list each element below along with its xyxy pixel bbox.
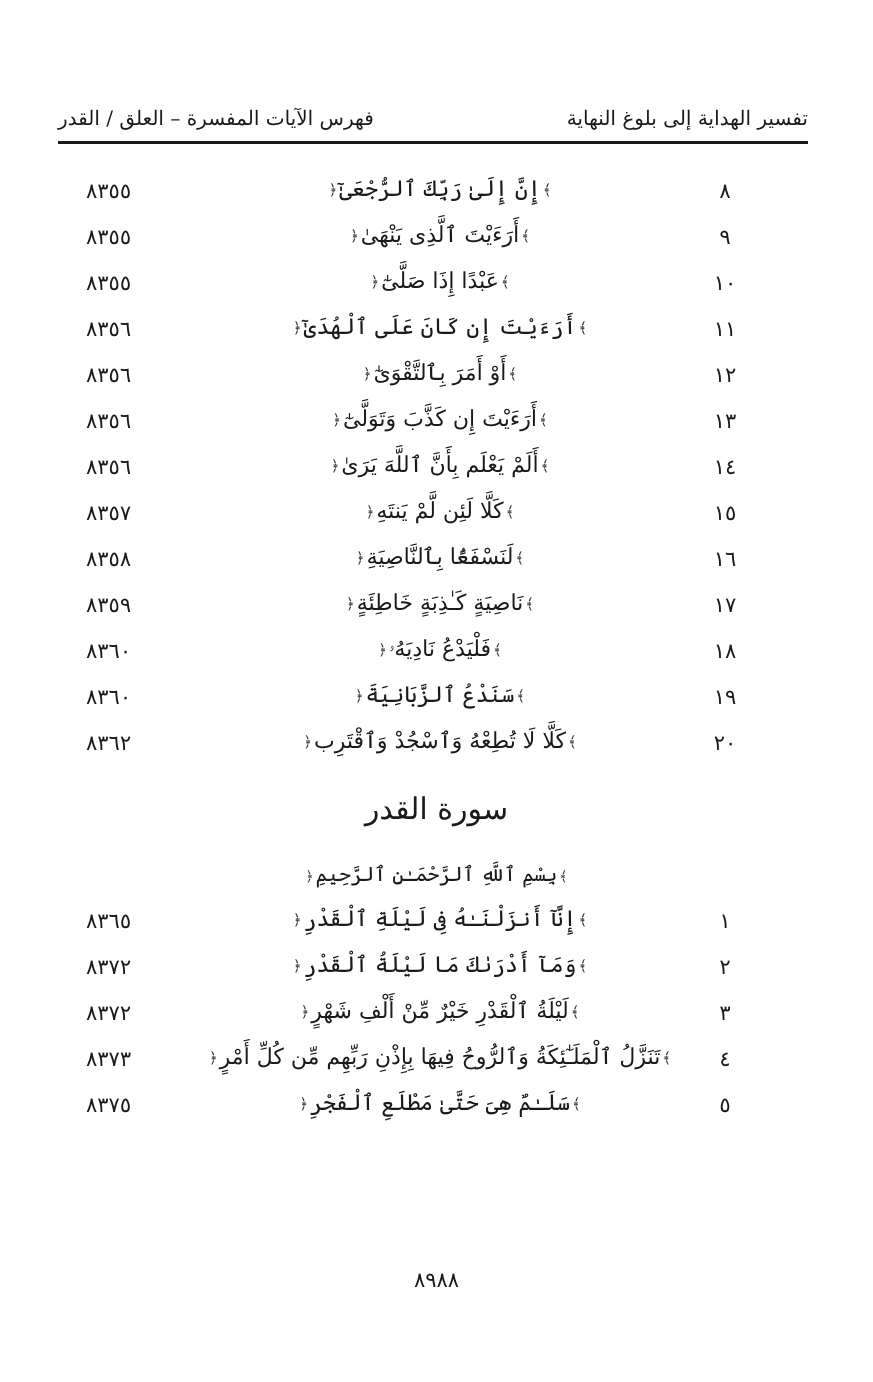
basmala	[0, 862, 873, 886]
verse-text-content: كَلَّا لَئِن لَّمْ يَنتَهِ	[376, 499, 504, 524]
page-reference: ٨٣٥٦	[86, 409, 132, 433]
index-row	[0, 725, 873, 765]
verse-text-content: سَلَـٰمٌ هِىَ حَتَّىٰ مَطْلَعِ ٱلْفَجْرِ	[309, 1091, 570, 1116]
verse-text-content: تَنَزَّلُ ٱلْمَلَـٰٓئِكَةُ وَٱلرُّوحُ فِيهَا بِإِذْنِ رَبِّهِم مِّن كُلِّ أَمْرٍ	[219, 1045, 661, 1070]
page-reference: ٨٣٧٣	[86, 1047, 132, 1071]
page-reference: ٨٣٧٢	[86, 1001, 132, 1025]
verse-number: ١١	[713, 317, 737, 341]
verse-number: ١	[719, 909, 731, 933]
page-reference: ٨٣٥٦	[86, 363, 132, 387]
verse-ornament-open: ﴾	[505, 503, 515, 521]
verse-ornament-open: ﴾	[572, 1095, 581, 1113]
page-reference: ٨٣٥٩	[86, 593, 132, 617]
verse-ornament-open: ﴾	[540, 457, 550, 475]
verse-ornament-open: ﴾	[542, 181, 552, 199]
verse-text	[200, 177, 680, 202]
verse-text-content: أَرَءَيْتَ ٱلَّذِى يَنْهَىٰ	[360, 223, 520, 248]
verse-ornament-close: ﴿	[208, 1049, 218, 1067]
verse-text-content: أَرَءَيْتَ إِن كَذَّبَ وَتَوَلَّىٰٓ	[343, 407, 537, 432]
verse-text	[200, 1045, 680, 1070]
verse-ornament-close: ﴿	[370, 273, 380, 291]
verse-ornament-close: ﴿	[330, 457, 340, 475]
verse-ornament-close: ﴿	[292, 957, 302, 975]
index-row	[0, 173, 873, 213]
page-reference: ٨٣٥٥	[86, 271, 132, 295]
verse-text	[200, 637, 680, 662]
verse-ornament-open: ﴾	[525, 595, 535, 613]
verse-text-content: كَلَّا لَا تُطِعْهُ وَٱسْجُدْ وَٱقْتَرِب	[314, 729, 566, 754]
book-title: تفسير الهداية إلى بلوغ النهاية	[566, 106, 808, 130]
index-row	[0, 541, 873, 581]
verse-ornament-open: ﴾	[570, 1003, 580, 1021]
verse-text-content: نَاصِيَةٍ كَـٰذِبَةٍ خَاطِئَةٍ	[356, 591, 524, 616]
verse-ornament-open: ﴾	[508, 365, 518, 383]
surah-title: سورة القدر	[364, 792, 509, 827]
header-rule	[58, 141, 808, 144]
verse-number: ١٠	[713, 271, 737, 295]
verse-ornament-close: ﴿	[354, 687, 364, 705]
verse-text-content: أَلَمْ يَعْلَم بِأَنَّ ٱللَّهَ يَرَىٰ	[341, 453, 539, 478]
basmala-text: بِسْمِ ٱللَّهِ ٱلرَّحْمَـٰنِ ٱلرَّحِيمِ	[315, 862, 558, 886]
index-title: فهرس الآيات المفسرة – العلق / القدر	[58, 106, 374, 130]
verse-ornament-close: ﴿	[299, 1095, 308, 1113]
verse-number: ٢٠	[713, 731, 737, 755]
verse-ornament-close: ﴿	[292, 319, 302, 337]
verse-text	[200, 591, 680, 616]
index-row	[0, 995, 873, 1035]
verse-ornament-open: ﴾	[521, 227, 530, 245]
page-reference: ٨٣٥٦	[86, 317, 132, 341]
verse-text	[200, 999, 680, 1024]
verse-number: ١٥	[713, 501, 737, 525]
verse-text-content: عَبْدًا إِذَا صَلَّىٰٓ	[381, 269, 499, 294]
verse-text-content: إِنَّآ أَنزَلْنَـٰهُ فِى لَيْلَةِ ٱلْقَدْرِ	[303, 907, 577, 932]
page-reference: ٨٣٥٦	[86, 455, 132, 479]
verse-text-content: وَمَآ أَدْرَىٰكَ مَا لَيْلَةُ ٱلْقَدْرِ	[303, 953, 577, 978]
index-row	[0, 903, 873, 943]
verse-number: ١٢	[713, 363, 737, 387]
verse-ornament-open: ﴾	[516, 687, 526, 705]
verse-text	[200, 499, 680, 524]
verse-number: ٢	[719, 955, 731, 979]
index-row	[0, 311, 873, 351]
verse-ornament-close: ﴿	[300, 1003, 310, 1021]
verse-text	[200, 907, 680, 932]
verse-text	[200, 953, 680, 978]
verse-ornament-open: ﴾	[662, 1049, 672, 1067]
index-row	[0, 587, 873, 627]
verse-ornament-open: ﴾	[578, 911, 588, 929]
index-row	[0, 357, 873, 397]
index-row	[0, 219, 873, 259]
verse-number: ١٤	[713, 455, 737, 479]
verse-text	[200, 223, 680, 248]
page-reference: ٨٣٥٨	[86, 547, 132, 571]
verse-ornament-close: ﴿	[365, 503, 375, 521]
verse-ornament-close: ﴿	[305, 869, 314, 885]
verse-ornament-close: ﴿	[378, 641, 387, 659]
verse-ornament-close: ﴿	[345, 595, 355, 613]
verse-text	[200, 315, 680, 340]
index-row	[0, 495, 873, 535]
verse-text-content: فَلْيَدْعُ نَادِيَهُۥ	[388, 637, 492, 662]
page-reference: ٨٣٥٥	[86, 179, 132, 203]
verse-text	[200, 683, 680, 708]
page-reference: ٨٣٧٥	[86, 1093, 132, 1117]
index-row	[0, 265, 873, 305]
verse-text-content: سَنَدْعُ ٱلزَّبَانِيَةَ	[365, 683, 515, 708]
index-row	[0, 949, 873, 989]
verse-text	[200, 361, 680, 386]
verse-ornament-close: ﴿	[303, 733, 313, 751]
index-row	[0, 1041, 873, 1081]
verse-ornament-open: ﴾	[538, 411, 548, 429]
verse-number: ١٨	[713, 639, 737, 663]
verse-ornament-close: ﴿	[355, 549, 365, 567]
verse-ornament-open: ﴾	[567, 733, 577, 751]
verse-text	[200, 545, 680, 570]
verse-text-content: إِنَّ إِلَىٰ رَبِّكَ ٱلرُّجْعَىٰٓ	[339, 177, 541, 202]
verse-ornament-open: ﴾	[559, 869, 568, 885]
verse-number: ١٩	[713, 685, 737, 709]
verse-ornament-close: ﴿	[292, 911, 302, 929]
verse-number: ٩	[719, 225, 731, 249]
verse-ornament-close: ﴿	[328, 181, 338, 199]
verse-number: ٤	[719, 1047, 731, 1071]
page-reference: ٨٣٥٧	[86, 501, 132, 525]
verse-number: ١٦	[713, 547, 737, 571]
verse-ornament-close: ﴿	[362, 365, 372, 383]
index-row	[0, 449, 873, 489]
verse-text-content: لَيْلَةُ ٱلْقَدْرِ خَيْرٌ مِّنْ أَلْفِ شَهْرٍ	[311, 999, 569, 1024]
index-row	[0, 403, 873, 443]
verse-text	[200, 407, 680, 432]
verse-text	[200, 1091, 680, 1116]
page-number: ٨٩٨٨	[413, 1268, 460, 1292]
page-reference: ٨٣٦٠	[86, 639, 132, 663]
page-reference: ٨٣٦٠	[86, 685, 132, 709]
verse-ornament-open: ﴾	[493, 641, 502, 659]
page-reference: ٨٣٦٥	[86, 909, 132, 933]
verse-text	[200, 729, 680, 754]
page-reference: ٨٣٧٢	[86, 955, 132, 979]
verse-ornament-open: ﴾	[578, 319, 588, 337]
index-row	[0, 679, 873, 719]
verse-ornament-open: ﴾	[500, 273, 510, 291]
verse-number: ٨	[719, 179, 731, 203]
verse-text	[200, 269, 680, 294]
page-reference: ٨٣٦٢	[86, 731, 132, 755]
verse-ornament-open: ﴾	[515, 549, 525, 567]
verse-text	[200, 453, 680, 478]
verse-number: ٥	[719, 1093, 731, 1117]
verse-ornament-open: ﴾	[578, 957, 588, 975]
running-header	[58, 106, 808, 138]
verse-text-content: أَوْ أَمَرَ بِٱلتَّقْوَىٰٓ	[373, 361, 507, 386]
index-row	[0, 633, 873, 673]
verse-number: ١٣	[713, 409, 737, 433]
verse-number: ١٧	[713, 593, 737, 617]
verse-ornament-close: ﴿	[350, 227, 359, 245]
verse-number: ٣	[719, 1001, 731, 1025]
verse-text-content: أَرَءَيْتَ إِن كَانَ عَلَى ٱلْهُدَىٰٓ	[303, 315, 577, 340]
verse-text-content: لَنَسْفَعًۢا بِٱلنَّاصِيَةِ	[366, 545, 514, 570]
verse-ornament-close: ﴿	[332, 411, 342, 429]
page-reference: ٨٣٥٥	[86, 225, 132, 249]
index-row	[0, 1087, 873, 1127]
